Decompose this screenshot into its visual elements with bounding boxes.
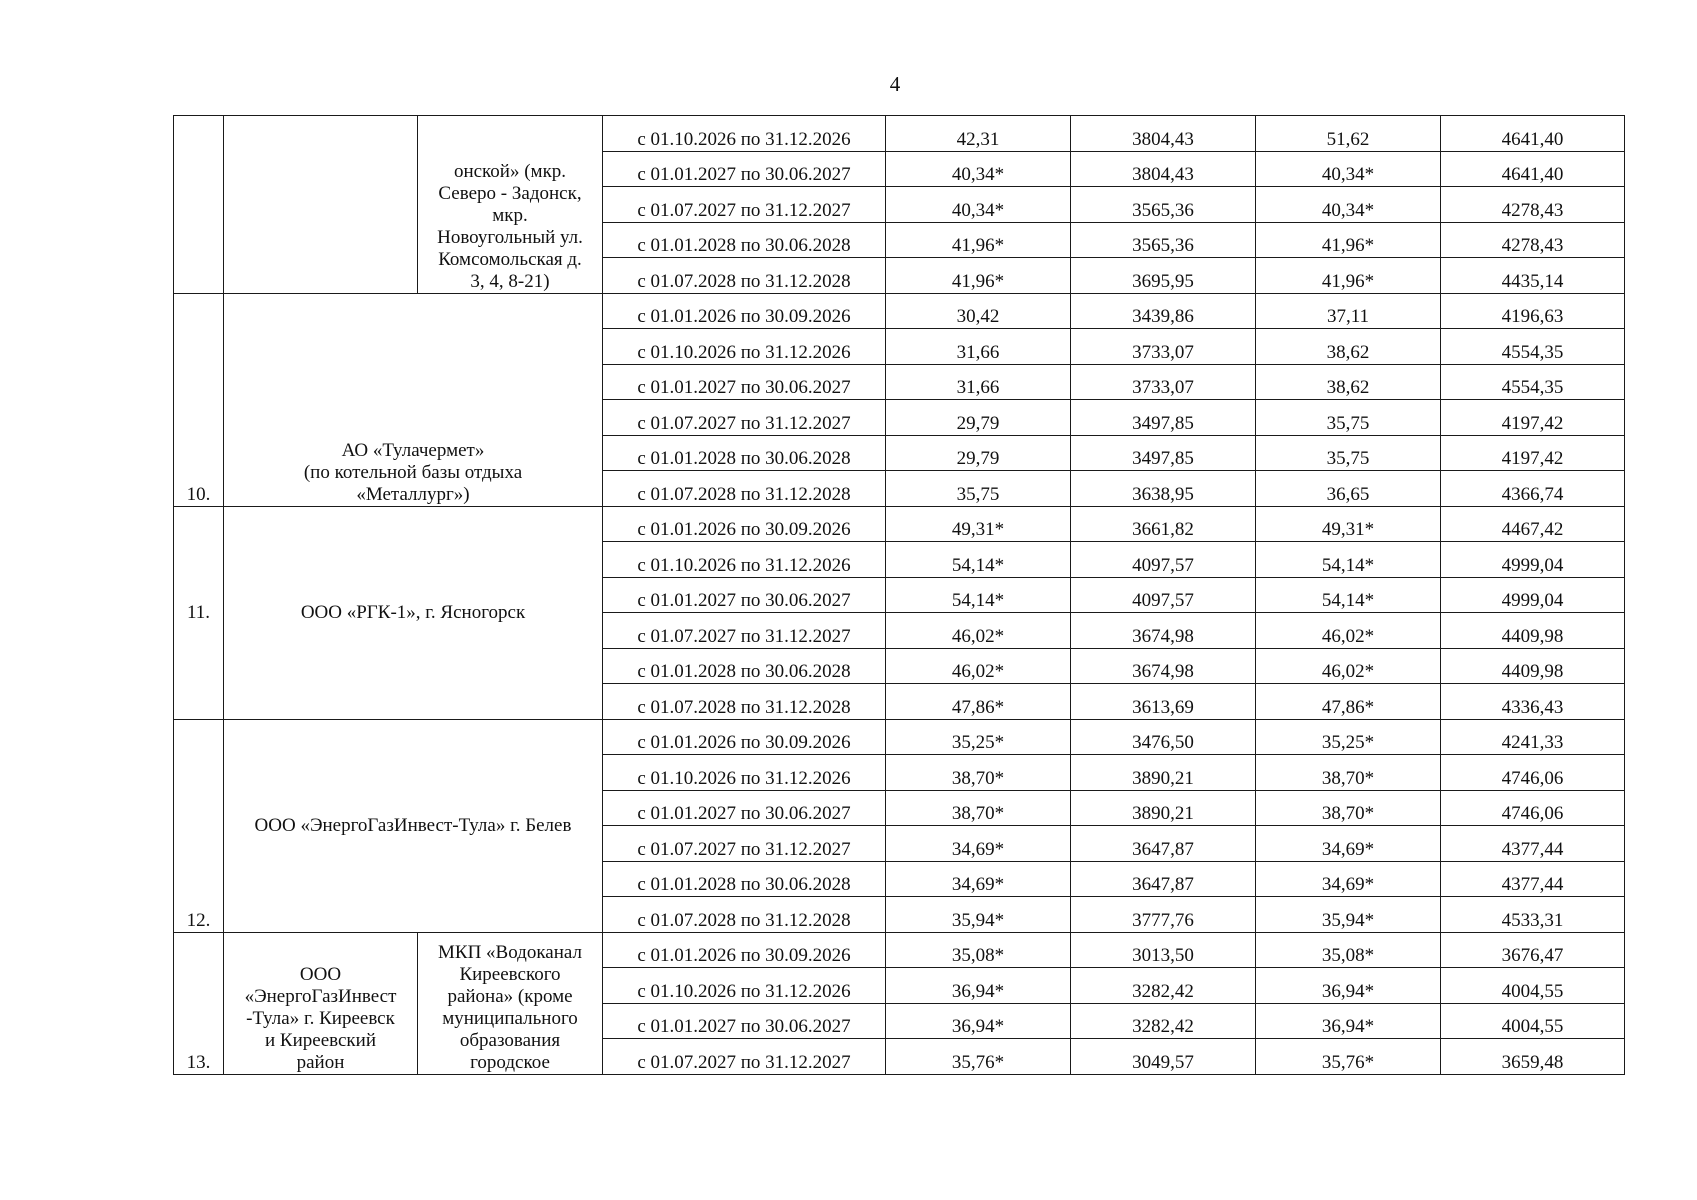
value-cell-2: 3439,86 — [1071, 293, 1256, 329]
row-number-cell: 13. — [174, 932, 224, 1074]
value-cell-4: 4197,42 — [1441, 400, 1625, 436]
value-cell-1: 35,76* — [886, 1039, 1071, 1075]
value-cell-3: 36,94* — [1256, 1003, 1441, 1039]
value-cell-3: 35,08* — [1256, 932, 1441, 968]
organization-cell-line: «Металлург») — [356, 483, 470, 505]
value-cell-2: 3476,50 — [1071, 719, 1256, 755]
value-cell-1: 29,79 — [886, 400, 1071, 436]
organization-cell-line: «ЭнергоГазИнвест — [244, 985, 397, 1007]
value-cell-3: 35,75 — [1256, 400, 1441, 436]
value-cell-1: 38,70* — [886, 755, 1071, 791]
value-cell-2: 3674,98 — [1071, 648, 1256, 684]
page-number: 4 — [889, 72, 901, 96]
subdivision-cell-line: мкр. — [492, 204, 528, 226]
value-cell-1: 41,96* — [886, 258, 1071, 294]
organization-cell — [224, 506, 603, 719]
row-number-cell: 10. — [174, 293, 224, 506]
organization-cell — [224, 293, 603, 506]
value-cell-3: 38,70* — [1256, 790, 1441, 826]
value-cell-4: 4377,44 — [1441, 826, 1625, 862]
value-cell-4: 4554,35 — [1441, 329, 1625, 365]
value-cell-1: 46,02* — [886, 613, 1071, 649]
period-cell: с 01.07.2027 по 31.12.2027 — [603, 187, 886, 223]
value-cell-3: 40,34* — [1256, 187, 1441, 223]
value-cell-2: 3804,43 — [1071, 151, 1256, 187]
value-cell-3: 35,25* — [1256, 719, 1441, 755]
subdivision-cell — [418, 116, 603, 294]
value-cell-3: 34,69* — [1256, 861, 1441, 897]
value-cell-4: 3676,47 — [1441, 932, 1625, 968]
value-cell-1: 30,42 — [886, 293, 1071, 329]
organization-cell-line: ООО «ЭнергоГазИнвест-Тула» г. Белев — [254, 814, 572, 836]
value-cell-3: 47,86* — [1256, 684, 1441, 720]
value-cell-1: 35,75 — [886, 471, 1071, 507]
value-cell-3: 49,31* — [1256, 506, 1441, 542]
value-cell-1: 34,69* — [886, 826, 1071, 862]
value-cell-3: 37,11 — [1256, 293, 1441, 329]
period-cell: с 01.01.2026 по 30.09.2026 — [603, 932, 886, 968]
subdivision-cell-line: муниципального — [442, 1007, 578, 1029]
period-cell: с 01.01.2026 по 30.09.2026 — [603, 506, 886, 542]
period-cell: с 01.07.2028 по 31.12.2028 — [603, 471, 886, 507]
organization-cell-line: ООО «РГК-1», г. Ясногорск — [300, 601, 526, 623]
period-cell: с 01.07.2027 по 31.12.2027 — [603, 1039, 886, 1075]
value-cell-2: 3565,36 — [1071, 222, 1256, 258]
value-cell-2: 3497,85 — [1071, 400, 1256, 436]
value-cell-1: 35,25* — [886, 719, 1071, 755]
table-row — [174, 932, 1625, 968]
value-cell-2: 3804,43 — [1071, 116, 1256, 152]
value-cell-4: 4004,55 — [1441, 1003, 1625, 1039]
value-cell-3: 36,94* — [1256, 968, 1441, 1004]
value-cell-1: 35,94* — [886, 897, 1071, 933]
value-cell-2: 3733,07 — [1071, 364, 1256, 400]
value-cell-4: 4746,06 — [1441, 755, 1625, 791]
period-cell: с 01.07.2027 по 31.12.2027 — [603, 613, 886, 649]
value-cell-4: 4999,04 — [1441, 577, 1625, 613]
period-cell: с 01.07.2028 по 31.12.2028 — [603, 258, 886, 294]
value-cell-3: 35,94* — [1256, 897, 1441, 933]
value-cell-4: 4004,55 — [1441, 968, 1625, 1004]
subdivision-cell-line: МКП «Водоканал — [438, 941, 582, 963]
period-cell: с 01.07.2027 по 31.12.2027 — [603, 826, 886, 862]
value-cell-4: 4336,43 — [1441, 684, 1625, 720]
value-cell-1: 34,69* — [886, 861, 1071, 897]
subdivision-cell — [418, 932, 603, 1074]
value-cell-2: 3282,42 — [1071, 968, 1256, 1004]
value-cell-2: 4097,57 — [1071, 542, 1256, 578]
organization-cell — [224, 932, 418, 1074]
subdivision-cell-line: Северо - Задонск, — [438, 182, 582, 204]
value-cell-1: 40,34* — [886, 151, 1071, 187]
period-cell: с 01.01.2027 по 30.06.2027 — [603, 577, 886, 613]
value-cell-2: 3647,87 — [1071, 861, 1256, 897]
row-number-cell: 11. — [174, 506, 224, 719]
organization-cell-line: (по котельной базы отдыха — [303, 461, 523, 483]
period-cell: с 01.01.2028 по 30.06.2028 — [603, 435, 886, 471]
period-cell: с 01.07.2027 по 31.12.2027 — [603, 400, 886, 436]
value-cell-4: 4196,63 — [1441, 293, 1625, 329]
value-cell-4: 4641,40 — [1441, 151, 1625, 187]
value-cell-2: 3049,57 — [1071, 1039, 1256, 1075]
value-cell-3: 46,02* — [1256, 648, 1441, 684]
table-row — [174, 719, 1625, 755]
value-cell-2: 3733,07 — [1071, 329, 1256, 365]
value-cell-1: 54,14* — [886, 577, 1071, 613]
organization-cell-line: и Киреевский — [265, 1029, 376, 1051]
value-cell-3: 36,65 — [1256, 471, 1441, 507]
period-cell: с 01.10.2026 по 31.12.2026 — [603, 755, 886, 791]
value-cell-2: 3695,95 — [1071, 258, 1256, 294]
subdivision-cell-line: района» (кроме — [447, 985, 573, 1007]
value-cell-1: 40,34* — [886, 187, 1071, 223]
value-cell-4: 3659,48 — [1441, 1039, 1625, 1075]
row-number-cell — [174, 116, 224, 294]
table-row — [174, 116, 1625, 152]
value-cell-3: 35,76* — [1256, 1039, 1441, 1075]
value-cell-3: 34,69* — [1256, 826, 1441, 862]
period-cell: с 01.10.2026 по 31.12.2026 — [603, 542, 886, 578]
subdivision-cell-line: онской» (мкр. — [453, 160, 567, 182]
subdivision-cell-line: образования — [459, 1029, 561, 1051]
value-cell-3: 35,75 — [1256, 435, 1441, 471]
value-cell-3: 54,14* — [1256, 577, 1441, 613]
value-cell-4: 4409,98 — [1441, 648, 1625, 684]
value-cell-4: 4746,06 — [1441, 790, 1625, 826]
organization-cell-line: АО «Тулачермет» — [341, 439, 485, 461]
subdivision-cell-line: Новоугольный ул. — [437, 226, 583, 248]
value-cell-3: 46,02* — [1256, 613, 1441, 649]
value-cell-3: 38,62 — [1256, 364, 1441, 400]
value-cell-1: 29,79 — [886, 435, 1071, 471]
value-cell-4: 4278,43 — [1441, 187, 1625, 223]
value-cell-4: 4366,74 — [1441, 471, 1625, 507]
value-cell-1: 36,94* — [886, 1003, 1071, 1039]
value-cell-4: 4999,04 — [1441, 542, 1625, 578]
period-cell: с 01.01.2026 по 30.09.2026 — [603, 293, 886, 329]
value-cell-4: 4241,33 — [1441, 719, 1625, 755]
value-cell-3: 40,34* — [1256, 151, 1441, 187]
tariff-table — [173, 115, 1625, 1075]
period-cell: с 01.01.2028 по 30.06.2028 — [603, 861, 886, 897]
table-row — [174, 506, 1625, 542]
value-cell-2: 3674,98 — [1071, 613, 1256, 649]
value-cell-4: 4435,14 — [1441, 258, 1625, 294]
period-cell: с 01.01.2028 по 30.06.2028 — [603, 222, 886, 258]
value-cell-2: 3638,95 — [1071, 471, 1256, 507]
value-cell-2: 4097,57 — [1071, 577, 1256, 613]
period-cell: с 01.01.2027 по 30.06.2027 — [603, 364, 886, 400]
period-cell: с 01.07.2028 по 31.12.2028 — [603, 684, 886, 720]
value-cell-2: 3613,69 — [1071, 684, 1256, 720]
value-cell-3: 51,62 — [1256, 116, 1441, 152]
value-cell-1: 49,31* — [886, 506, 1071, 542]
value-cell-2: 3890,21 — [1071, 755, 1256, 791]
value-cell-4: 4377,44 — [1441, 861, 1625, 897]
value-cell-3: 41,96* — [1256, 258, 1441, 294]
value-cell-1: 41,96* — [886, 222, 1071, 258]
organization-cell — [224, 116, 418, 294]
value-cell-1: 36,94* — [886, 968, 1071, 1004]
organization-cell — [224, 719, 603, 932]
period-cell: с 01.10.2026 по 31.12.2026 — [603, 116, 886, 152]
subdivision-cell-line: Комсомольская д. — [438, 248, 582, 270]
subdivision-cell-line: городское — [470, 1051, 550, 1073]
period-cell: с 01.01.2028 по 30.06.2028 — [603, 648, 886, 684]
value-cell-1: 38,70* — [886, 790, 1071, 826]
value-cell-2: 3777,76 — [1071, 897, 1256, 933]
value-cell-4: 4467,42 — [1441, 506, 1625, 542]
period-cell: с 01.01.2027 по 30.06.2027 — [603, 151, 886, 187]
organization-cell-line: район — [296, 1051, 345, 1073]
value-cell-3: 38,62 — [1256, 329, 1441, 365]
value-cell-3: 38,70* — [1256, 755, 1441, 791]
value-cell-2: 3565,36 — [1071, 187, 1256, 223]
subdivision-cell-line: 3, 4, 8-21) — [470, 270, 550, 292]
value-cell-4: 4533,31 — [1441, 897, 1625, 933]
organization-cell-line: -Тула» г. Киреевск — [246, 1007, 395, 1029]
value-cell-1: 42,31 — [886, 116, 1071, 152]
organization-cell-line: ООО — [299, 963, 342, 985]
value-cell-4: 4197,42 — [1441, 435, 1625, 471]
subdivision-cell-line: Киреевского — [459, 963, 561, 985]
value-cell-2: 3013,50 — [1071, 932, 1256, 968]
value-cell-2: 3497,85 — [1071, 435, 1256, 471]
value-cell-4: 4409,98 — [1441, 613, 1625, 649]
value-cell-4: 4554,35 — [1441, 364, 1625, 400]
value-cell-1: 54,14* — [886, 542, 1071, 578]
value-cell-1: 31,66 — [886, 364, 1071, 400]
period-cell: с 01.01.2027 по 30.06.2027 — [603, 1003, 886, 1039]
table-row — [174, 293, 1625, 329]
value-cell-3: 41,96* — [1256, 222, 1441, 258]
value-cell-2: 3282,42 — [1071, 1003, 1256, 1039]
period-cell: с 01.01.2027 по 30.06.2027 — [603, 790, 886, 826]
row-number-cell: 12. — [174, 719, 224, 932]
value-cell-2: 3890,21 — [1071, 790, 1256, 826]
value-cell-4: 4278,43 — [1441, 222, 1625, 258]
value-cell-1: 31,66 — [886, 329, 1071, 365]
period-cell: с 01.10.2026 по 31.12.2026 — [603, 968, 886, 1004]
value-cell-1: 46,02* — [886, 648, 1071, 684]
value-cell-2: 3661,82 — [1071, 506, 1256, 542]
period-cell: с 01.07.2028 по 31.12.2028 — [603, 897, 886, 933]
value-cell-4: 4641,40 — [1441, 116, 1625, 152]
value-cell-1: 35,08* — [886, 932, 1071, 968]
period-cell: с 01.01.2026 по 30.09.2026 — [603, 719, 886, 755]
value-cell-2: 3647,87 — [1071, 826, 1256, 862]
value-cell-1: 47,86* — [886, 684, 1071, 720]
value-cell-3: 54,14* — [1256, 542, 1441, 578]
period-cell: с 01.10.2026 по 31.12.2026 — [603, 329, 886, 365]
